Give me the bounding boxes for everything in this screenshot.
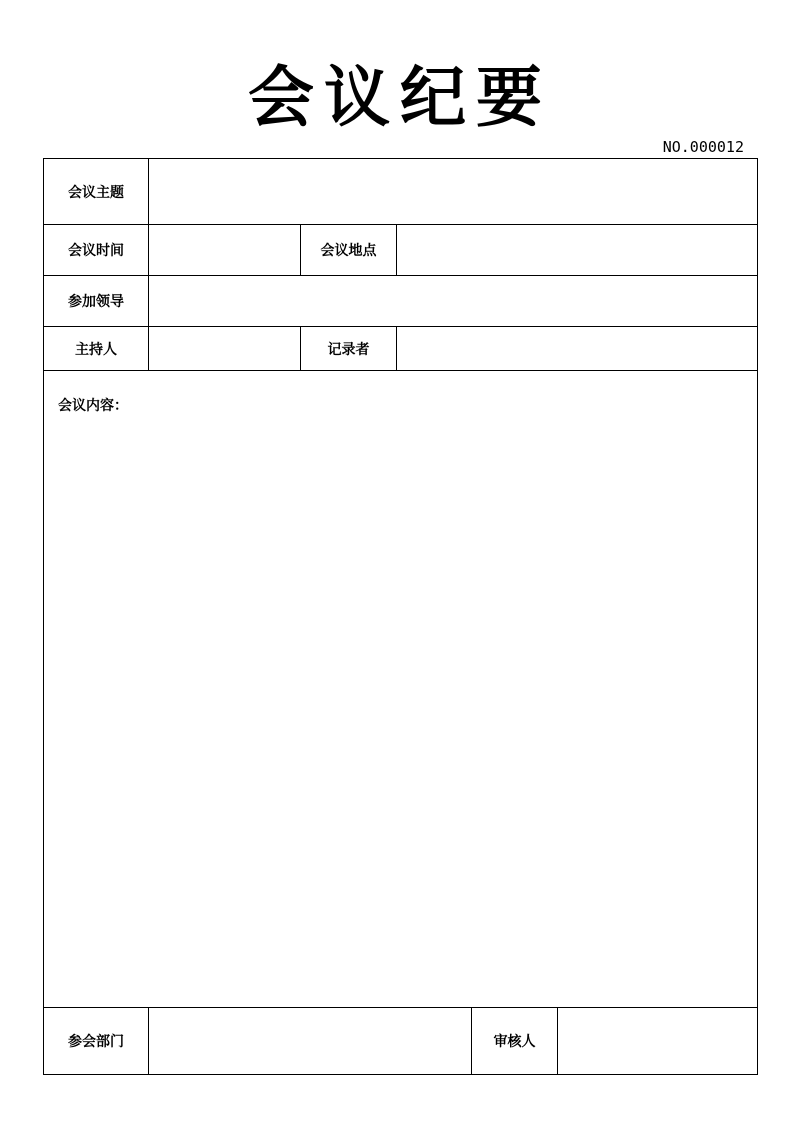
- attending-departments-label: 参会部门: [68, 1034, 124, 1050]
- recorder-label: 记录者: [300, 327, 396, 370]
- meeting-time-label: 会议时间: [68, 243, 124, 259]
- reviewer-label: 审核人: [471, 1008, 557, 1074]
- host-field[interactable]: [148, 327, 300, 370]
- row-meeting-topic: [44, 159, 757, 225]
- reviewer-field[interactable]: [557, 1008, 757, 1074]
- meeting-minutes-form: [43, 158, 758, 1075]
- attending-leaders-field[interactable]: [148, 276, 757, 326]
- row-time-location: [44, 225, 757, 276]
- meeting-location-field[interactable]: [396, 225, 757, 275]
- recorder-field[interactable]: [396, 327, 757, 370]
- attending-departments-field[interactable]: [148, 1008, 471, 1074]
- document-title: 会议纪要: [248, 59, 552, 136]
- row-host-recorder: [44, 327, 757, 371]
- attending-leaders-label: 参加领导: [68, 294, 124, 310]
- meeting-content-field[interactable]: [58, 421, 743, 993]
- row-departments-reviewer: [44, 1008, 757, 1074]
- meeting-topic-label: 会议主题: [68, 184, 124, 201]
- meeting-time-field[interactable]: [148, 225, 300, 275]
- document-number: NO.000012: [662, 138, 744, 156]
- row-meeting-content[interactable]: [44, 371, 757, 1008]
- row-attending-leaders: [44, 276, 757, 327]
- meeting-content-label: 会议内容：: [58, 398, 128, 414]
- meeting-location-label: 会议地点: [300, 225, 396, 275]
- host-label: 主持人: [75, 341, 117, 358]
- meeting-topic-field[interactable]: [148, 159, 757, 224]
